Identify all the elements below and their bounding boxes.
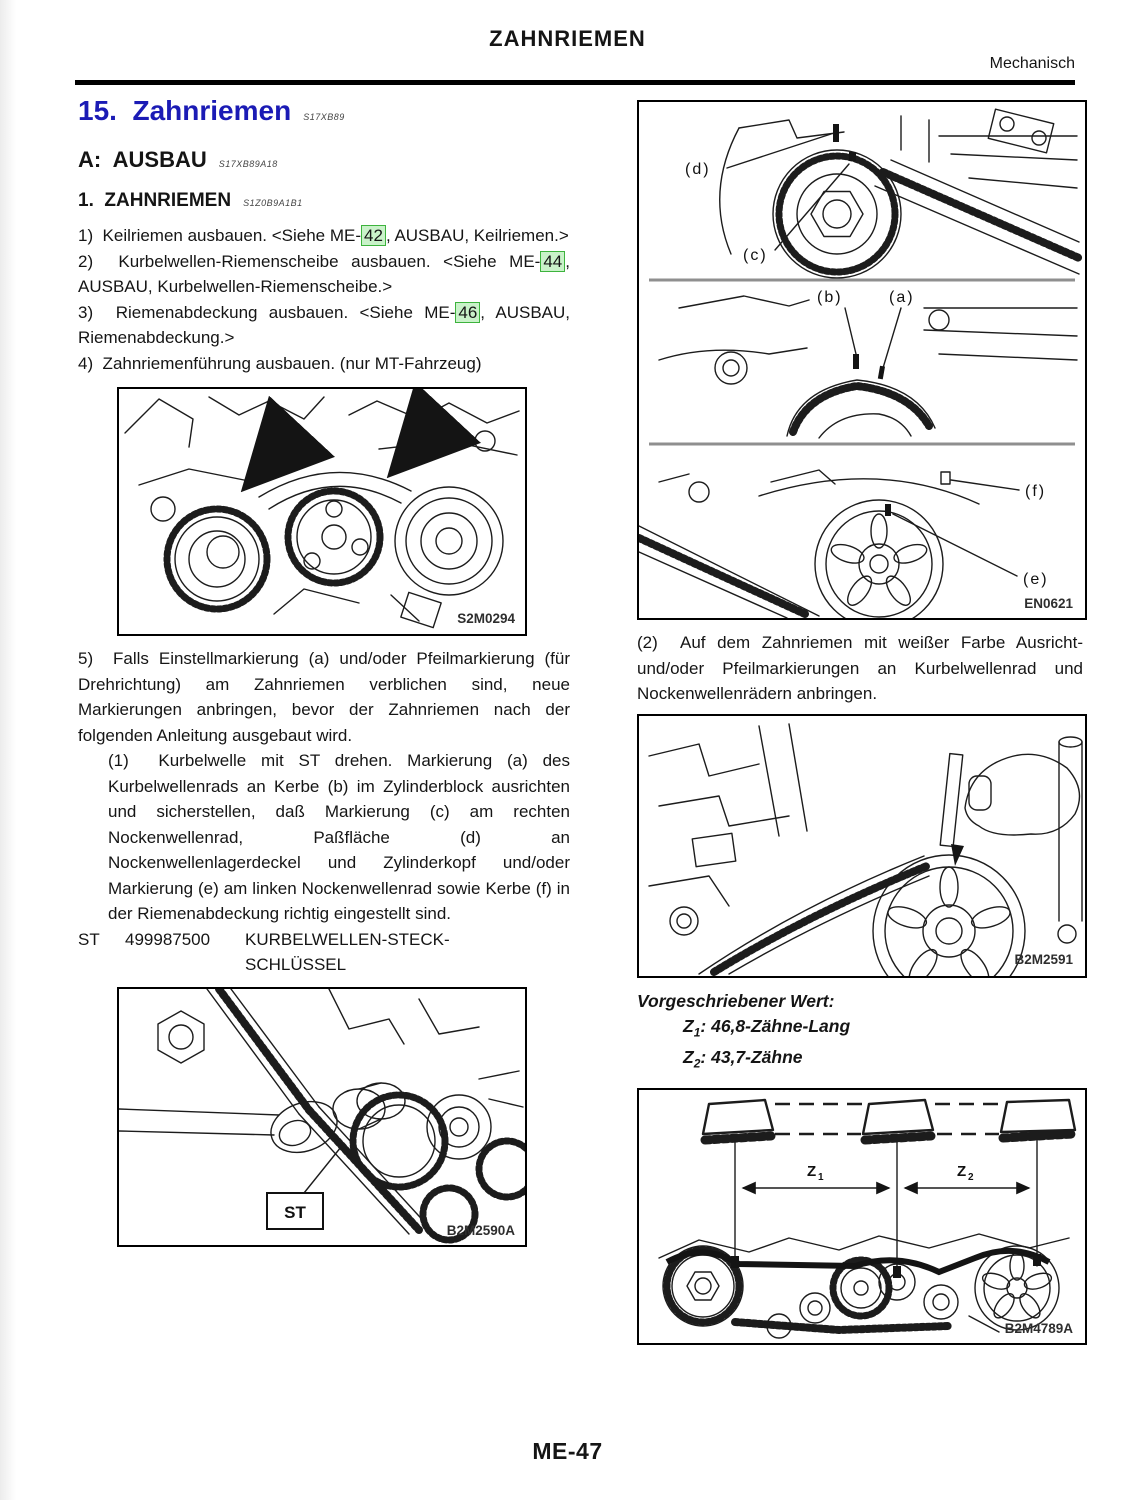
specified-value-title: Vorgeschriebener Wert: <box>637 990 835 1011</box>
step-4-text: 4) Zahnriemenführung ausbauen. (nur MT-Fahrzeug) <box>78 353 482 373</box>
page-header-title: ZAHNRIEMEN <box>489 26 646 51</box>
right-column <box>637 100 1083 1345</box>
step-3-text: 3) Riemenabdeckung ausbauen. <Siehe ME- <box>78 302 456 322</box>
callout-a: (a) <box>889 289 915 306</box>
figure-belt-marking <box>637 714 1087 978</box>
step-2-text: 2) Kurbelwellen-Riemenscheibe ausbauen. <Siehe ME- <box>78 251 541 271</box>
engine-line-art <box>125 397 519 628</box>
special-tool-name-line1: KURBELWELLEN-STECK- <box>245 929 450 949</box>
crank-sprocket-panel <box>659 296 1077 438</box>
callout-e: (e) <box>1023 571 1049 588</box>
page-number: ME-47 <box>532 1438 603 1464</box>
alignment-marks-illustration <box>639 102 1085 618</box>
step-2-text-cont: , AUSBAU, Kurbelwellen-Riemenscheibe.> <box>78 251 570 296</box>
spec-z2-symbol: Z <box>683 1047 694 1067</box>
z1-label: Z <box>807 1162 817 1180</box>
section-heading-code: S17XB89A18 <box>218 159 278 169</box>
page-ref-link-me-46[interactable]: 46 <box>455 302 480 323</box>
step-1 <box>78 223 570 249</box>
callout-f: (f) <box>1025 483 1047 500</box>
figure-alignment-marks <box>637 100 1087 620</box>
figure-tooth-count-diagram <box>637 1088 1087 1345</box>
figure-code: S2M0294 <box>457 611 515 626</box>
chapter-heading-code: S17XB89 <box>303 112 345 122</box>
figure-code: B2M4789A <box>1004 1320 1073 1336</box>
spec-z1-value: : 46,8-Zähne-Lang <box>700 1015 851 1036</box>
z2-label: Z <box>957 1162 967 1180</box>
section-heading-text: A: AUSBAU <box>78 147 207 172</box>
step-list <box>78 223 570 376</box>
spec-z2 <box>637 1045 1083 1077</box>
alignment-arrow-icon <box>399 437 425 465</box>
callout-d: (d) <box>685 161 711 178</box>
page-ref-link-me-44[interactable]: 44 <box>540 251 565 272</box>
chapter-heading-text: 15. Zahnriemen <box>78 95 292 126</box>
step-2 <box>78 249 570 300</box>
belt-section-icons <box>703 1100 1075 1140</box>
step-4 <box>78 351 570 377</box>
subsection-heading-text: 1. ZAHNRIEMEN <box>78 190 232 211</box>
subsection-heading <box>78 190 570 214</box>
step-1-text: 1) Keilriemen ausbauen. <Siehe ME- <box>78 226 362 245</box>
special-tool-label: ST <box>78 929 100 949</box>
figure-crankshaft-socket-wrench <box>117 987 527 1247</box>
left-column <box>78 95 570 1247</box>
special-tool-name <box>245 927 570 978</box>
belt-mark <box>893 1266 901 1278</box>
tooth-count-illustration <box>639 1090 1085 1343</box>
crank-rotation-illustration <box>119 989 525 1245</box>
z1-label-sub: 1 <box>818 1171 824 1183</box>
z2-label-sub: 2 <box>968 1171 974 1183</box>
figure-code: EN0621 <box>1024 596 1073 611</box>
marking-line-art <box>649 724 1082 976</box>
page-ref-link-me-42[interactable]: 42 <box>361 225 386 246</box>
figure-timing-mark-arrows <box>117 387 527 636</box>
alignment-arrow-icon <box>253 451 279 479</box>
page-scan-edge <box>0 0 16 1500</box>
belt-marking-illustration <box>639 716 1085 976</box>
chapter-heading <box>78 95 570 133</box>
step-sub-2: (2) Auf dem Zahnriemen mit weißer Farbe Ausricht- und/oder Pfeilmarkierungen an Kurbelwellenrad und Nockenwellenrädern anbringen. <box>637 633 1083 703</box>
header-rule <box>75 80 1075 85</box>
step-5-sub-1: (1) Kurbelwelle mit ST drehen. Markierung (a) des Kurbelwellenrads an Kerbe (b) im Zylinderblock ausrichten und sicherstellen, daß Markierung (c) am rechten Nockenwellenrad, Paßfläche (d) an Nockenwellenlagerdeckel und Zylinderkopf und/oder Markierung (e) am linken Nockenwellenrad sowie Kerbe (f) in der Riemenabdeckung richtig eingestellt sind. <box>108 751 570 923</box>
engine-front-illustration <box>119 389 525 634</box>
page-header-section: Mechanisch <box>989 55 1075 72</box>
callout-b: (b) <box>817 289 843 306</box>
spec-z1-symbol: Z <box>683 1015 694 1036</box>
special-tool-name-line2: SCHLÜSSEL <box>245 955 347 974</box>
figure-code: B2M2591 <box>1014 951 1073 967</box>
left-cam-sprocket-panel <box>639 470 1019 618</box>
figure-code: B2M2590A <box>446 1222 515 1238</box>
special-tool-part-number: 499987500 <box>125 929 211 949</box>
spec-z1 <box>637 1014 1083 1046</box>
belt-mark <box>1033 1254 1041 1266</box>
spec-z2-subscript: 2 <box>693 1056 701 1071</box>
callout-c: (c) <box>743 247 768 264</box>
section-heading <box>78 147 570 177</box>
step-5: 5) Falls Einstellmarkierung (a) und/oder Pfeilmarkierung (für Drehrichtung) am Zahnriemen verblichen sind, neue Markierungen anbringen, bevor der Zahnriemen nach der folgenden Anleitung ausgebaut wird. <box>78 649 570 745</box>
spec-z2-value: : 43,7-Zähne <box>700 1047 803 1067</box>
step-3-text-cont: , AUSBAU, Riemenabdeckung.> <box>78 302 570 347</box>
spec-z1-subscript: 1 <box>693 1025 701 1039</box>
step-1-text-cont: , AUSBAU, Keilriemen.> <box>385 226 569 245</box>
specified-value-block <box>637 989 1083 1077</box>
subsection-heading-code: S1Z0B9A1B1 <box>243 198 303 208</box>
right-cam-sprocket-panel <box>720 109 1079 278</box>
special-tool-line <box>78 927 570 978</box>
step-3 <box>78 300 570 351</box>
st-callout-label: ST <box>284 1202 306 1222</box>
belt-mark <box>731 1256 739 1268</box>
